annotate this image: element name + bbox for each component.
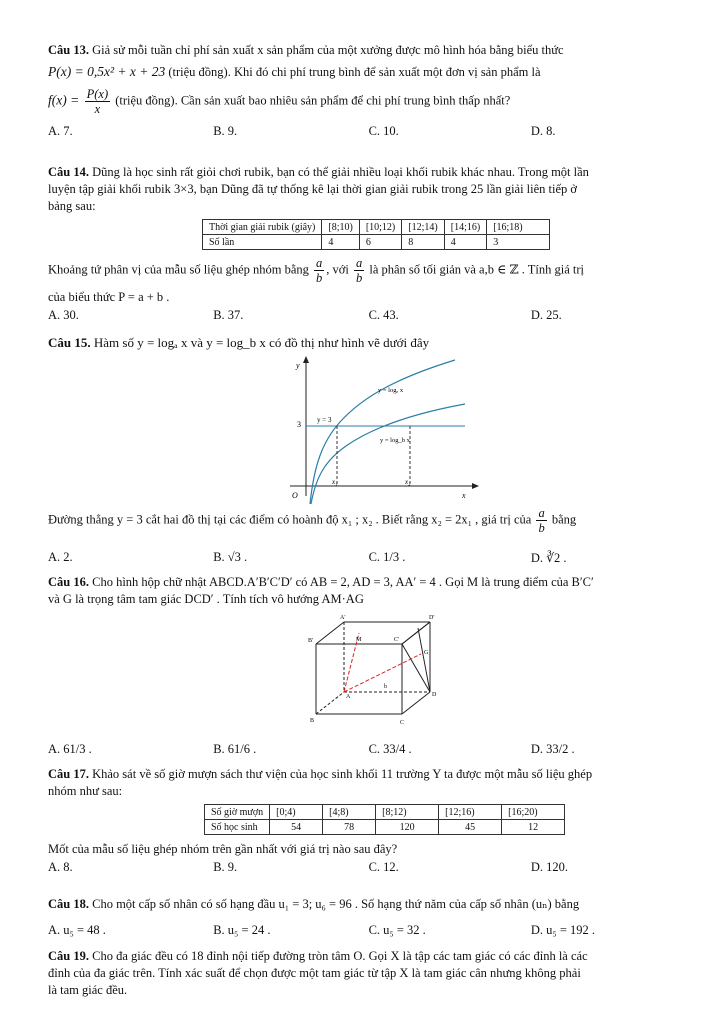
vertex-label: M xyxy=(356,637,362,643)
question-text: Cho một cấp số nhân có số hạng đầu u₁ = 3; u₆ = 96 . Số hạng thứ năm của cấp số nhân (uₙ) bằng xyxy=(92,897,580,911)
tick-label-x2: x₂ xyxy=(405,478,411,486)
table-cell: Số lần xyxy=(203,235,322,250)
table-cell: [8;10) xyxy=(322,220,359,235)
fraction: $\frac{P(x)}{x}$ xyxy=(86,87,109,116)
data-table xyxy=(202,219,550,250)
question-label: Câu 13. xyxy=(48,43,89,57)
curve-log-b xyxy=(311,404,465,504)
table-cell: 3 xyxy=(487,235,550,250)
fraction: $\frac{a}{b}$ xyxy=(355,256,363,285)
table-cell: [12;16) xyxy=(439,805,502,820)
table-cell: 120 xyxy=(376,820,439,835)
table-cell: [14;16) xyxy=(444,220,486,235)
table-cell: Số giờ mượn xyxy=(205,805,270,820)
edge-label: b xyxy=(384,684,387,690)
diagonal xyxy=(402,622,430,644)
option-a[interactable]: A. 30. xyxy=(48,308,79,322)
question-text: Cho hình hộp chữ nhật ABCD.A′B′C′D′ có AB = 2, AD = 3, AA′ = 4 . Gọi M là trung điểm của B′C′ xyxy=(92,575,594,589)
table-cell: [10;12) xyxy=(359,220,401,235)
option-b[interactable]: B. 37. xyxy=(213,308,244,322)
data-table xyxy=(204,804,565,835)
question-15: Câu 15. Hàm số y = logₐ x và y = log_b x có đồ thị như hình vẽ dưới đây y x O 3 y = 3 y = logₐ x y = log_b x x₁ x₂ Đường thẳng y = 3 cắt hai đồ thị tại các điểm có hoành độ x₁ ; x₂ . Biết rằng x₂ = 2x₁ , giá trị của $\frac{a}{b}$ bằng A. 2. B. √3 . C. 1/3 . D. ∛2 . xyxy=(48,334,696,351)
question-14: Câu 14. Dũng là học sinh rất giỏi chơi rubik, bạn có thể giải nhiều loại khối rubik khác nhau. Trong một lần luyện tập giải khối rubik 3×3, bạn Dũng đã tự thống kê lại thời gian giải rubik trong 25 lần giải liên tiếp ở bảng sau: Thời gian giải rubik (giây) [8;10) [10;12) [12;14) [14;16) [16;18) Số lần 4 6 8 4 3 Khoảng tứ phân vị của mẫu số liệu ghép nhóm bằng $\frac{a}{b}$ , với $\frac{a}{b}$ là phân số tối giản và a,b ∈ ℤ . Tính giá trị của biểu thức P = a + b . A. 30. B. 37. C. 43. D. 25. xyxy=(48,164,696,325)
question-text: là tam giác đều. xyxy=(48,983,128,997)
fraction: $\frac{a}{b}$ xyxy=(538,506,545,535)
curve-label-log-a: y = logₐ x xyxy=(378,387,404,394)
option-c[interactable]: C. 43. xyxy=(368,308,399,322)
axis-label-y: y xyxy=(296,361,300,370)
question-label: Câu 18. xyxy=(48,897,89,911)
tick-label-x1: x₁ xyxy=(332,478,338,486)
table-cell: 45 xyxy=(439,820,502,835)
axis-label-x: x xyxy=(462,491,466,500)
curve-label-log-b: y = log_b x xyxy=(380,437,410,444)
question-label: Câu 17. xyxy=(48,767,89,781)
table-cell: [0;4) xyxy=(270,805,323,820)
question-text: Hàm số y = logₐ x và y = log_b x có đồ thị như hình vẽ dưới đây xyxy=(93,335,430,350)
option-d[interactable]: D. 8. xyxy=(530,124,556,138)
option-d[interactable]: D. 33/2 . xyxy=(530,742,575,756)
question-text: Đường thẳng y = 3 cắt hai đồ thị tại các điểm có hoành độ x₁ ; x₂ . Biết rằng x₂ = 2x₁ , giá trị của xyxy=(48,512,532,527)
vertex-label: C' xyxy=(394,637,400,643)
table-cell: 4 xyxy=(322,235,359,250)
question-text: (triệu đồng). Cần sản xuất bao nhiêu sản phẩm để chi phí trung bình thấp nhất? xyxy=(115,93,511,108)
option-b[interactable]: B. 9. xyxy=(213,124,238,138)
formula: f(x) = xyxy=(48,92,83,108)
option-c[interactable]: C. 33/4 . xyxy=(368,742,412,756)
question-text: Cho đa giác đều có 18 đỉnh nội tiếp đường tròn tâm O. Gọi X là tập các tam giác có các đỉnh là các xyxy=(92,949,588,963)
option-a[interactable]: A. 8. xyxy=(48,860,73,874)
box-figure xyxy=(306,614,446,734)
question-16 xyxy=(48,574,696,756)
option-d[interactable]: D. 25. xyxy=(530,308,562,322)
table-cell: Thời gian giải rubik (giây) xyxy=(203,220,322,235)
question-18 xyxy=(48,896,696,940)
table-cell: 6 xyxy=(359,235,401,250)
vector-ag xyxy=(344,654,421,692)
table-cell: [16;18) xyxy=(487,220,550,235)
question-text: luyện tập giải khối rubik 3×3, bạn Dũng đã tự thống kê lại thời gian giải rubik trong 25 lần giải liên tiếp ở xyxy=(48,182,578,196)
table-cell: [8;12) xyxy=(376,805,439,820)
table-header-row xyxy=(205,805,565,820)
question-text: Dũng là học sinh rất giỏi chơi rubik, bạn có thể giải nhiều loại khối rubik khác nhau. Trong một lần xyxy=(92,165,589,179)
option-a[interactable]: A. u₅ = 48 . xyxy=(48,923,106,937)
question-text: Giả sử mỗi tuần chỉ phí sản xuất x sản phẩm của một xưởng được mô hình hóa bằng biểu thức xyxy=(92,43,564,57)
question-17 xyxy=(48,766,696,877)
option-d[interactable]: D. ∛2 . xyxy=(530,551,567,565)
option-a[interactable]: A. 61/3 . xyxy=(48,742,92,756)
vertex-label: A xyxy=(346,694,351,700)
table-cell: 78 xyxy=(323,820,376,835)
table-header-row xyxy=(203,220,550,235)
question-text: và G là trọng tâm tam giác DCD′ . Tính tích vô hướng AM·AG xyxy=(48,592,364,606)
tick-label-3: 3 xyxy=(297,420,301,429)
question-label: Câu 15. xyxy=(48,335,91,350)
table-cell: 12 xyxy=(502,820,565,835)
option-c[interactable]: C. 12. xyxy=(368,860,399,874)
option-b[interactable]: B. u₅ = 24 . xyxy=(213,923,271,937)
vertex-label: C xyxy=(400,720,405,726)
option-a[interactable]: A. 2. xyxy=(48,550,73,564)
question-text: Mốt của mẫu số liệu ghép nhóm trên gần nhất với giá trị nào sau đây? xyxy=(48,842,398,856)
table-cell: 4 xyxy=(444,235,486,250)
table-cell: 8 xyxy=(402,235,444,250)
vertex-label: D' xyxy=(429,615,435,621)
origin-label: O xyxy=(292,491,298,500)
option-b[interactable]: B. 9. xyxy=(213,860,238,874)
option-d[interactable]: D. 120. xyxy=(530,860,568,874)
edge xyxy=(316,622,344,644)
y-axis-arrow xyxy=(303,356,309,363)
question-text: nhóm như sau: xyxy=(48,784,123,798)
question-text: Khảo sát về số giờ mượn sách thư viện của học sinh khối 11 trường Y ta được một mẫu số liệu ghép xyxy=(92,767,593,781)
question-text: của biểu thức P = a + b . xyxy=(48,290,170,304)
option-c[interactable]: C. 1/3 . xyxy=(368,550,406,564)
table-cell: [16;20) xyxy=(502,805,565,820)
question-label: Câu 19. xyxy=(48,949,89,963)
table-cell: 54 xyxy=(270,820,323,835)
vertex-label: B xyxy=(310,718,315,724)
question-label: Câu 14. xyxy=(48,165,89,179)
question-text: Khoảng tứ phân vị của mẫu số liệu ghép nhóm bằng xyxy=(48,262,309,277)
vertex-label: B' xyxy=(308,638,314,644)
table-row xyxy=(203,235,550,250)
question-text: bảng sau: xyxy=(48,199,96,213)
question-13 xyxy=(48,42,696,141)
fraction: $\frac{a}{b}$ xyxy=(316,256,323,285)
option-b[interactable]: B. 61/6 . xyxy=(213,742,257,756)
edge xyxy=(402,692,430,714)
option-c[interactable]: C. 10. xyxy=(368,124,399,138)
log-graph xyxy=(280,356,480,506)
question-19 xyxy=(48,948,696,999)
question-label: Câu 16. xyxy=(48,575,89,589)
option-b[interactable]: B. √3 . xyxy=(213,550,248,564)
option-a[interactable]: A. 7. xyxy=(48,124,73,138)
question-text: đỉnh của đa giác trên. Tính xác suất để chọn được một tam giác từ tập X là tam giác cân nhưng không phải xyxy=(48,966,581,980)
option-c[interactable]: C. u₅ = 32 . xyxy=(368,923,426,937)
formula: P(x) = 0,5x² + x + 23 xyxy=(48,64,166,79)
table-cell: [4;8) xyxy=(323,805,376,820)
line-label-y3: y = 3 xyxy=(317,416,332,424)
vertex-label: A' xyxy=(340,615,346,621)
table-cell: Số học sinh xyxy=(205,820,270,835)
x-axis-arrow xyxy=(472,483,479,489)
vertex-label: G xyxy=(424,650,429,656)
table-cell: [12;14) xyxy=(402,220,444,235)
hidden-edge xyxy=(316,692,344,714)
vertex-label: D xyxy=(432,692,437,698)
table-row xyxy=(205,820,565,835)
option-d[interactable]: D. u₅ = 192 . xyxy=(530,923,595,937)
question-text: (triệu đồng). Khi đó chi phí trung bình để sản xuất một đơn vị sản phẩm là xyxy=(165,65,541,79)
